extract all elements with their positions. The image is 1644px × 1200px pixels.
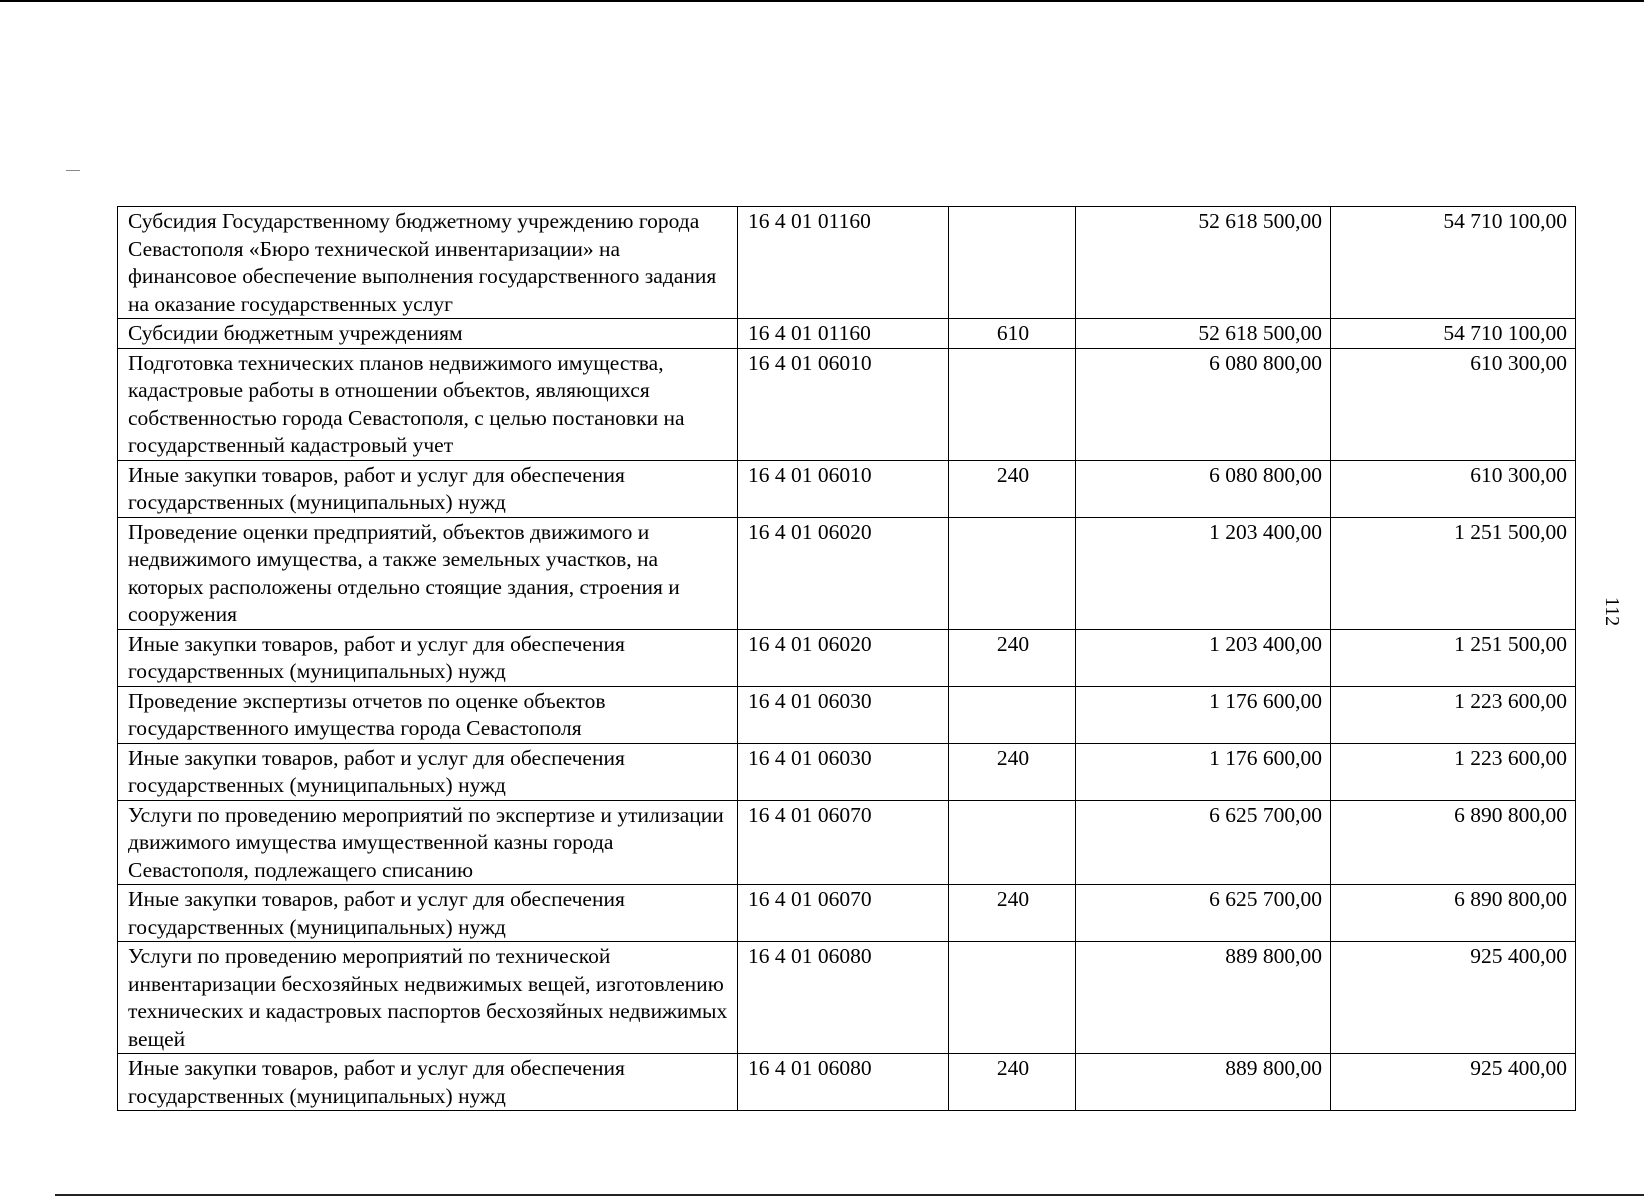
target-article-code-cell: 16 4 01 06010 <box>738 460 949 517</box>
amount-second-year-cell: 925 400,00 <box>1331 1054 1576 1111</box>
amount-second-year-cell: 1 223 600,00 <box>1331 686 1576 743</box>
expense-name-cell: Услуги по проведению мероприятий по технической инвентаризации бесхозяйных недвижимых вещей, изготовлению технических и кадастровых паспортов бесхозяйных недвижимых вещей <box>118 942 738 1054</box>
expense-type-code-cell: 240 <box>949 460 1076 517</box>
expense-name-cell: Подготовка технических планов недвижимого имущества, кадастровые работы в отношении объектов, являющихся собственностью города Севастополя, с целью постановки на государственный кадастровый учет <box>118 348 738 460</box>
table-row <box>118 1054 1576 1111</box>
amount-first-year-cell: 6 625 700,00 <box>1076 800 1331 885</box>
table-row <box>118 743 1576 800</box>
target-article-code-cell: 16 4 01 06080 <box>738 1054 949 1111</box>
amount-second-year-cell: 610 300,00 <box>1331 460 1576 517</box>
amount-second-year-cell: 54 710 100,00 <box>1331 207 1576 319</box>
target-article-code-cell: 16 4 01 06030 <box>738 743 949 800</box>
amount-first-year-cell: 52 618 500,00 <box>1076 207 1331 319</box>
expense-name-cell: Услуги по проведению мероприятий по экспертизе и утилизации движимого имущества имущественной казны города Севастополя, подлежащего списанию <box>118 800 738 885</box>
expense-type-code-cell <box>949 517 1076 629</box>
expense-type-code-cell <box>949 686 1076 743</box>
target-article-code-cell: 16 4 01 06070 <box>738 800 949 885</box>
amount-second-year-cell: 6 890 800,00 <box>1331 885 1576 942</box>
target-article-code-cell: 16 4 01 06030 <box>738 686 949 743</box>
scan-margin-mark <box>66 170 80 171</box>
amount-first-year-cell: 1 203 400,00 <box>1076 517 1331 629</box>
expense-name-cell: Субсидия Государственному бюджетному учреждению города Севастополя «Бюро технической инвентаризации» на финансовое обеспечение выполнения государственного задания на оказание государственных услуг <box>118 207 738 319</box>
page-number: 112 <box>1601 596 1624 627</box>
amount-second-year-cell: 610 300,00 <box>1331 348 1576 460</box>
table-row <box>118 629 1576 686</box>
amount-first-year-cell: 889 800,00 <box>1076 1054 1331 1111</box>
table-row <box>118 207 1576 319</box>
amount-second-year-cell: 54 710 100,00 <box>1331 319 1576 349</box>
amount-first-year-cell: 889 800,00 <box>1076 942 1331 1054</box>
expense-type-code-cell: 240 <box>949 885 1076 942</box>
target-article-code-cell: 16 4 01 06020 <box>738 517 949 629</box>
expense-name-cell: Иные закупки товаров, работ и услуг для обеспечения государственных (муниципальных) нужд <box>118 1054 738 1111</box>
amount-first-year-cell: 6 625 700,00 <box>1076 885 1331 942</box>
expense-type-code-cell: 240 <box>949 629 1076 686</box>
amount-second-year-cell: 1 223 600,00 <box>1331 743 1576 800</box>
expense-type-code-cell: 240 <box>949 743 1076 800</box>
amount-first-year-cell: 1 203 400,00 <box>1076 629 1331 686</box>
expense-name-cell: Иные закупки товаров, работ и услуг для обеспечения государственных (муниципальных) нужд <box>118 460 738 517</box>
budget-table <box>117 206 1576 1111</box>
table-row <box>118 942 1576 1054</box>
expense-name-cell: Иные закупки товаров, работ и услуг для обеспечения государственных (муниципальных) нужд <box>118 629 738 686</box>
amount-second-year-cell: 1 251 500,00 <box>1331 629 1576 686</box>
target-article-code-cell: 16 4 01 06080 <box>738 942 949 1054</box>
target-article-code-cell: 16 4 01 01160 <box>738 319 949 349</box>
table-row <box>118 686 1576 743</box>
table-row <box>118 460 1576 517</box>
amount-second-year-cell: 925 400,00 <box>1331 942 1576 1054</box>
amount-first-year-cell: 1 176 600,00 <box>1076 743 1331 800</box>
expense-type-code-cell <box>949 942 1076 1054</box>
expense-name-cell: Субсидии бюджетным учреждениям <box>118 319 738 349</box>
target-article-code-cell: 16 4 01 06010 <box>738 348 949 460</box>
scan-bottom-edge <box>55 1194 1644 1196</box>
expense-type-code-cell: 240 <box>949 1054 1076 1111</box>
expense-type-code-cell: 610 <box>949 319 1076 349</box>
table-row <box>118 348 1576 460</box>
amount-first-year-cell: 52 618 500,00 <box>1076 319 1331 349</box>
target-article-code-cell: 16 4 01 01160 <box>738 207 949 319</box>
expense-name-cell: Иные закупки товаров, работ и услуг для обеспечения государственных (муниципальных) нужд <box>118 885 738 942</box>
scan-top-edge <box>0 0 1644 2</box>
budget-table-body <box>118 207 1576 1111</box>
table-row <box>118 319 1576 349</box>
expense-name-cell: Проведение оценки предприятий, объектов движимого и недвижимого имущества, а также земельных участков, на которых расположены отдельно стоящие здания, строения и сооружения <box>118 517 738 629</box>
table-row <box>118 885 1576 942</box>
target-article-code-cell: 16 4 01 06020 <box>738 629 949 686</box>
amount-first-year-cell: 6 080 800,00 <box>1076 460 1331 517</box>
expense-name-cell: Иные закупки товаров, работ и услуг для обеспечения государственных (муниципальных) нужд <box>118 743 738 800</box>
amount-second-year-cell: 1 251 500,00 <box>1331 517 1576 629</box>
expense-type-code-cell <box>949 800 1076 885</box>
table-row <box>118 800 1576 885</box>
target-article-code-cell: 16 4 01 06070 <box>738 885 949 942</box>
expense-name-cell: Проведение экспертизы отчетов по оценке объектов государственного имущества города Севастополя <box>118 686 738 743</box>
amount-first-year-cell: 1 176 600,00 <box>1076 686 1331 743</box>
table-row <box>118 517 1576 629</box>
expense-type-code-cell <box>949 348 1076 460</box>
amount-second-year-cell: 6 890 800,00 <box>1331 800 1576 885</box>
amount-first-year-cell: 6 080 800,00 <box>1076 348 1331 460</box>
expense-type-code-cell <box>949 207 1076 319</box>
